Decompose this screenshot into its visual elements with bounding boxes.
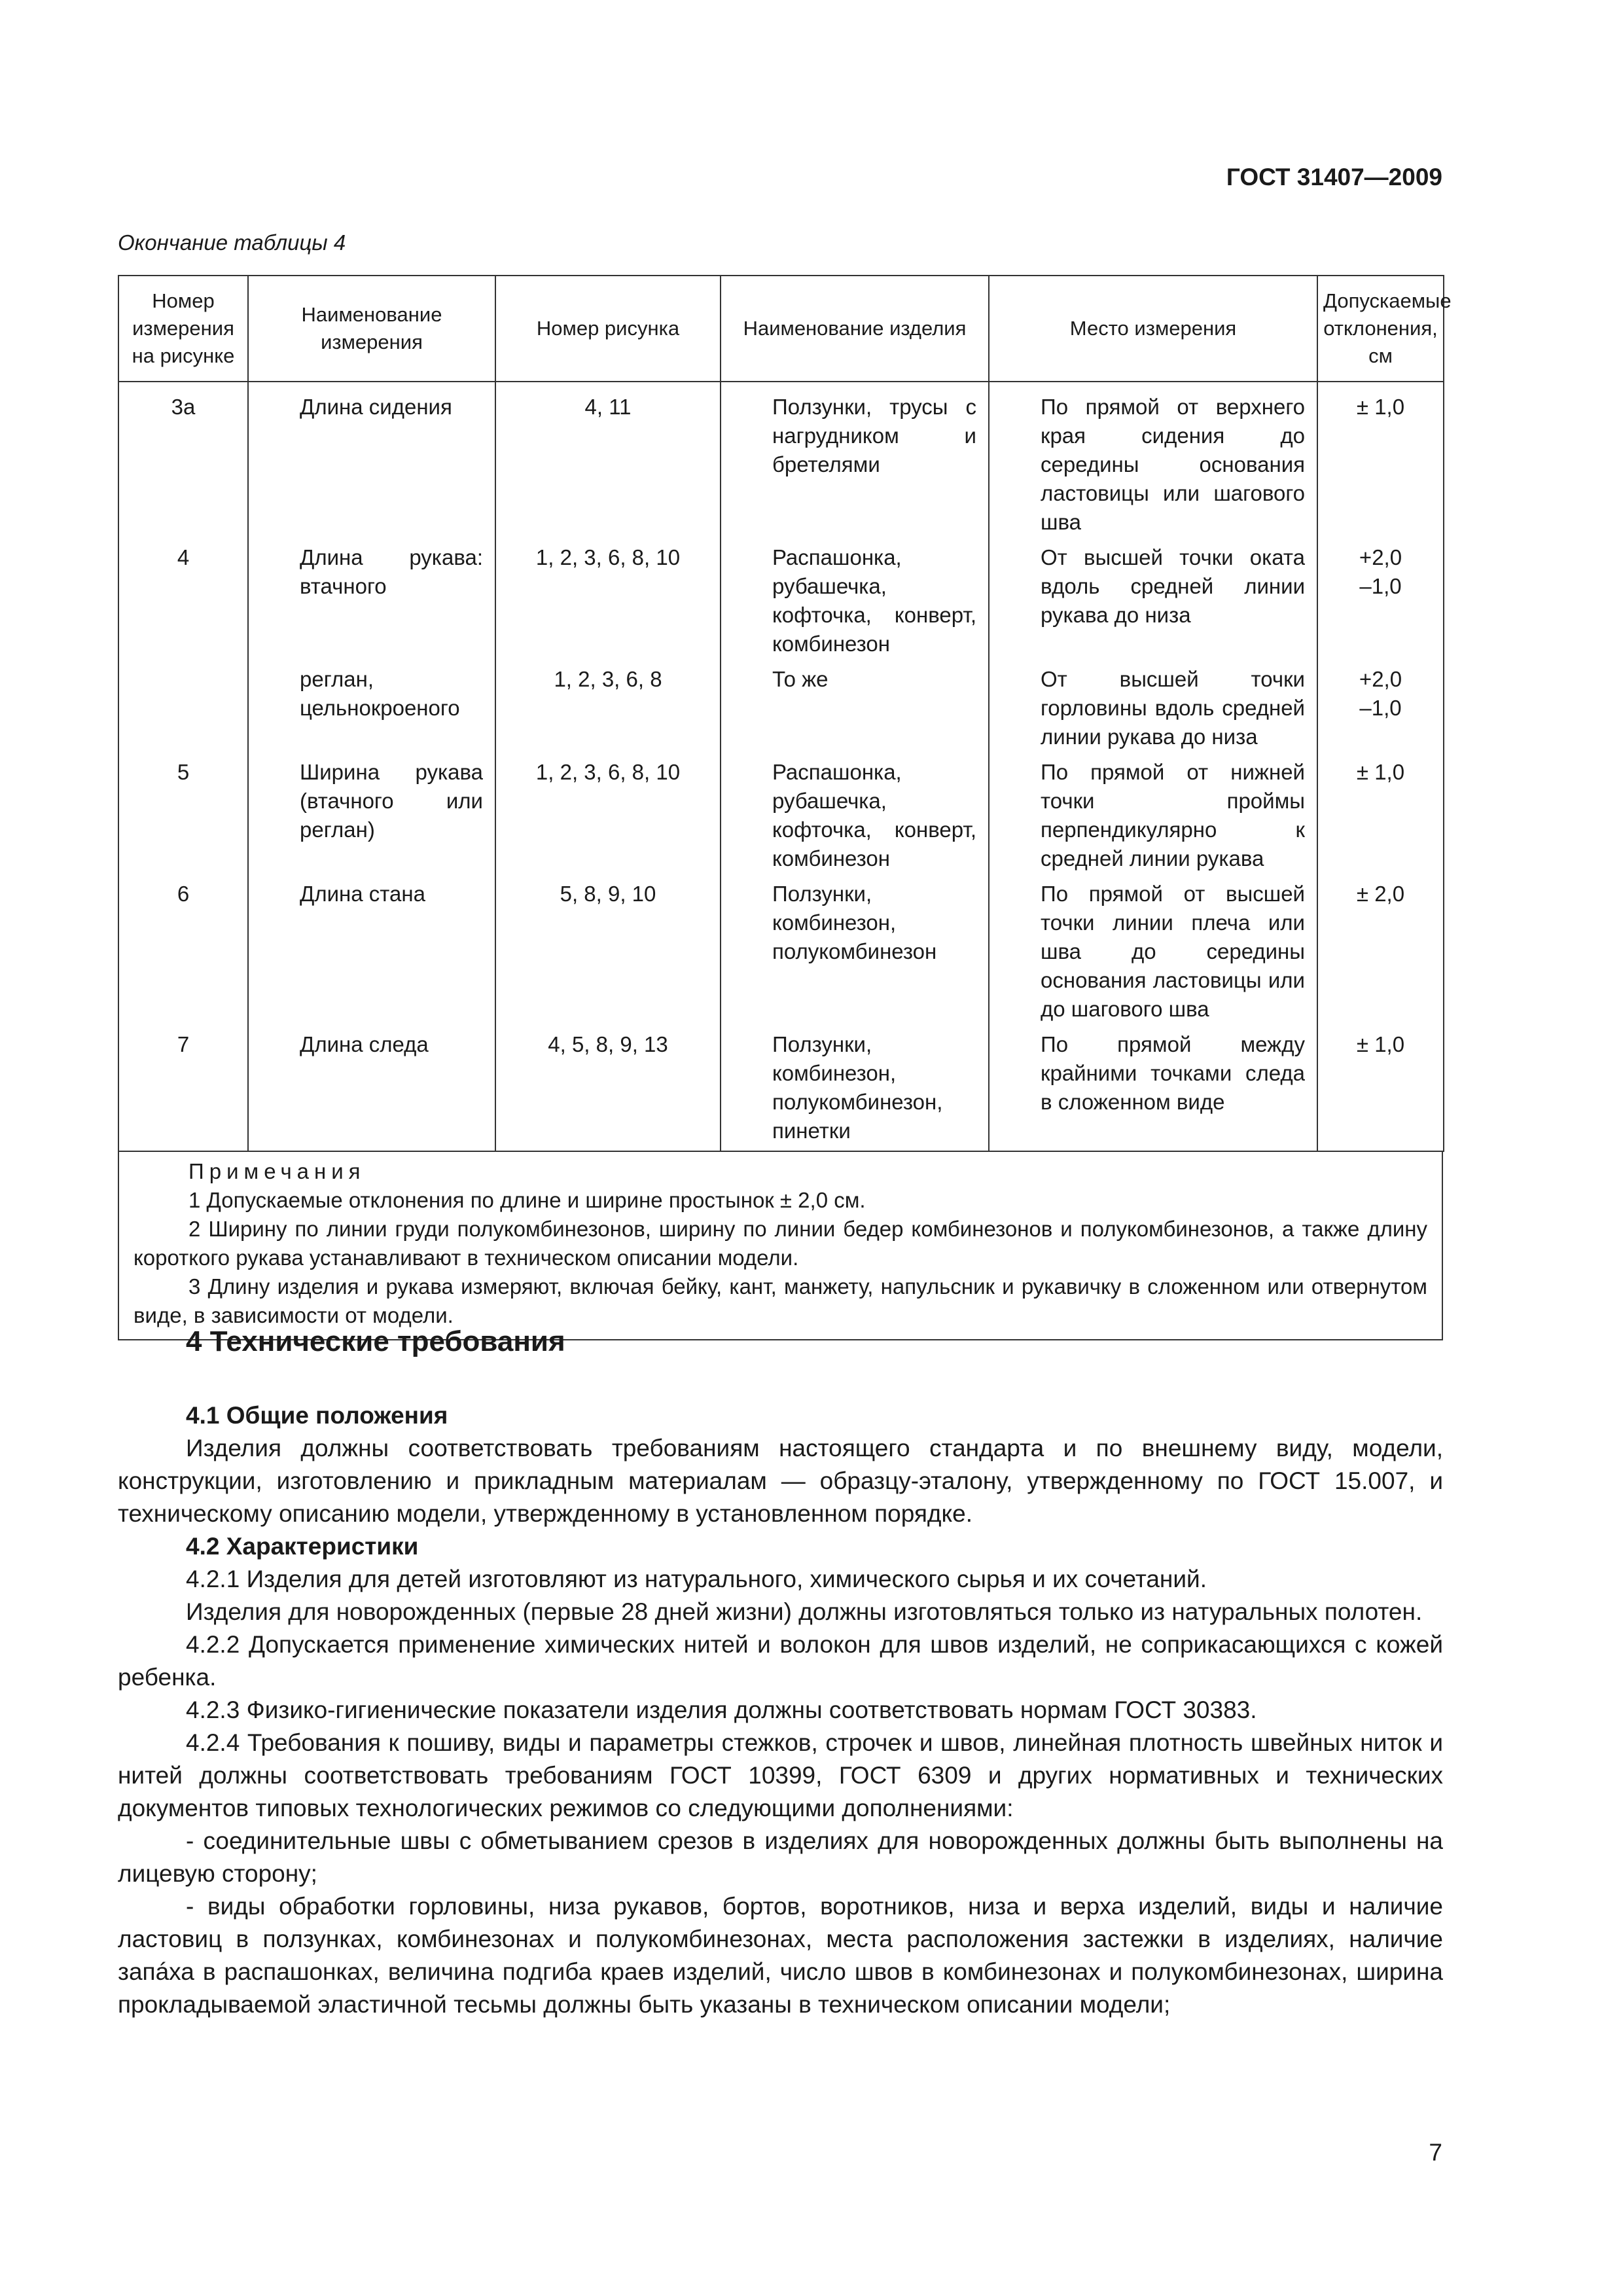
item-name: Ползунки, трусы с нагрудником и бретелями: [721, 382, 989, 539]
paragraph: Изделия должны соответствовать требованиям настоящего стандарта и по внешнему виду, модели, конструкции, изготовлению и прикладным материалам — образцу-эталону, утвержденному по ГОСТ 15.007, и техническому описанию модели, утвержденному в установленном порядке.: [118, 1435, 1443, 1527]
measurement-number: 5: [118, 754, 248, 876]
item-name: То же: [721, 661, 989, 754]
column-header: Номер рисунка: [495, 276, 721, 382]
column-header: Допускаемые отклонения, см: [1317, 276, 1444, 382]
figure-numbers: 4, 5, 8, 9, 13: [495, 1026, 721, 1151]
tolerance: ± 1,0: [1317, 1026, 1444, 1151]
measurement-name: Длина стана: [248, 876, 495, 1026]
measurement-name: Длина рукава: втачного: [248, 539, 495, 661]
tolerance: ± 2,0: [1317, 876, 1444, 1026]
subsection-title: 4.2 Характеристики: [186, 1533, 419, 1560]
item-name: Распашонка, рубашечка, кофточка, конверт, комбинезон: [721, 539, 989, 661]
measurement-name: Длина следа: [248, 1026, 495, 1151]
note-item: 3 Длину изделия и рукава измеряют, включая бейку, кант, манжету, напульсник и рукавичку в сложенном или отвернутом виде, в зависимости от модели.: [134, 1274, 1427, 1327]
note-item: 2 Ширину по линии груди полукомбинезонов, ширину по линии бедер комбинезонов и полукомбинезонов, а также длину короткого рукава устанавливают в техническом описании модели.: [134, 1217, 1427, 1270]
item-name: Ползунки, комбинезон, полукомбинезон: [721, 876, 989, 1026]
measurement-place: По прямой между крайними точками следа в сложенном виде: [989, 1026, 1317, 1151]
tolerance: ± 1,0: [1317, 382, 1444, 539]
table-row: [118, 539, 1444, 661]
figure-numbers: 4, 11: [495, 382, 721, 539]
measurement-number: [118, 661, 248, 754]
figure-numbers: 5, 8, 9, 10: [495, 876, 721, 1026]
paragraph: 4.2.1 Изделия для детей изготовляют из натурального, химического сырья и их сочетаний.: [186, 1566, 1207, 1592]
table-row: [118, 382, 1444, 539]
column-header: Наименование измерения: [248, 276, 495, 382]
measurement-name: Длина сидения: [248, 382, 495, 539]
measurement-name: Ширина рукава (втачного или реглан): [248, 754, 495, 876]
measurement-number: 7: [118, 1026, 248, 1151]
note-item: 1 Допускаемые отклонения по длине и ширине простынок ± 2,0 см.: [188, 1188, 866, 1212]
table-row: [118, 1026, 1444, 1151]
subsection-title: 4.1 Общие положения: [186, 1402, 448, 1429]
paragraph: - виды обработки горловины, низа рукавов, бортов, воротников, низа и верха изделий, виды и наличие ластовиц в ползунках, комбинезонах и полукомбинезонах, места расположения застежки в изделиях, наличие запáха в распашонках, величина подгиба краев изделий, число швов в комбинезонах и полукомбинезонах, ширина прокладываемой эластичной тесьмы должны быть указаны в техническом описании модели;: [118, 1893, 1443, 2018]
table-header-row: [118, 276, 1444, 382]
table-notes: [118, 1152, 1443, 1340]
column-header: Номер измерения на рисунке: [118, 276, 248, 382]
measurement-number: 3а: [118, 382, 248, 539]
item-name: Распашонка, рубашечка, кофточка, конверт, комбинезон: [721, 754, 989, 876]
table-row: [118, 876, 1444, 1026]
table-row: [118, 754, 1444, 876]
paragraph: 4.2.2 Допускается применение химических нитей и волокон для швов изделий, не соприкасающихся с кожей ребенка.: [118, 1631, 1443, 1691]
measurement-place: От высшей точки оката вдоль средней линии рукава до низа: [989, 539, 1317, 661]
measurement-place: По прямой от верхнего края сидения до середины основания ластовицы или шагового шва: [989, 382, 1317, 539]
paragraph: - соединительные швы с обметыванием срезов в изделиях для новорожденных должны быть выполнены на лицевую сторону;: [118, 1827, 1443, 1887]
tolerance: +2,0 –1,0: [1317, 539, 1444, 661]
measurement-place: По прямой от высшей точки линии плеча или шва до середины основания ластовицы или до шагового шва: [989, 876, 1317, 1026]
measurement-place: По прямой от нижней точки проймы перпендикулярно к средней линии рукава: [989, 754, 1317, 876]
figure-numbers: 1, 2, 3, 6, 8, 10: [495, 754, 721, 876]
tolerance: +2,0 –1,0: [1317, 661, 1444, 754]
measurement-place: От высшей точки горловины вдоль средней линии рукава до низа: [989, 661, 1317, 754]
measurement-number: 4: [118, 539, 248, 661]
column-header: Наименование изделия: [721, 276, 989, 382]
item-name: Ползунки, комбинезон, полукомбинезон, пинетки: [721, 1026, 989, 1151]
paragraph: 4.2.4 Требования к пошиву, виды и параметры стежков, строчек и швов, линейная плотность швейных ниток и нитей должны соответствовать требованиям ГОСТ 10399, ГОСТ 6309 и других нормативных и технических документов типовых технологических режимов со следующими дополнениями:: [118, 1729, 1443, 1821]
notes-title: Примечания: [188, 1159, 366, 1183]
section-title: 4 Технические требования: [186, 1325, 565, 1357]
paragraph: Изделия для новорожденных (первые 28 дней жизни) должны изготовляться только из натуральных полотен.: [186, 1598, 1423, 1625]
measurement-name: реглан, цельнокроеного: [248, 661, 495, 754]
doc-code: ГОСТ 31407—2009: [1226, 164, 1442, 190]
figure-numbers: 1, 2, 3, 6, 8, 10: [495, 539, 721, 661]
column-header: Место измерения: [989, 276, 1317, 382]
paragraph: 4.2.3 Физико-гигиенические показатели изделия должны соответствовать нормам ГОСТ 30383.: [186, 1696, 1257, 1723]
measurements-table: [118, 275, 1452, 1340]
table-row: [118, 661, 1444, 754]
table-caption: Окончание таблицы 4: [118, 230, 346, 255]
figure-numbers: 1, 2, 3, 6, 8: [495, 661, 721, 754]
measurement-number: 6: [118, 876, 248, 1026]
tolerance: ± 1,0: [1317, 754, 1444, 876]
page-number: 7: [1429, 2139, 1442, 2166]
section-body: [118, 1399, 1443, 2021]
